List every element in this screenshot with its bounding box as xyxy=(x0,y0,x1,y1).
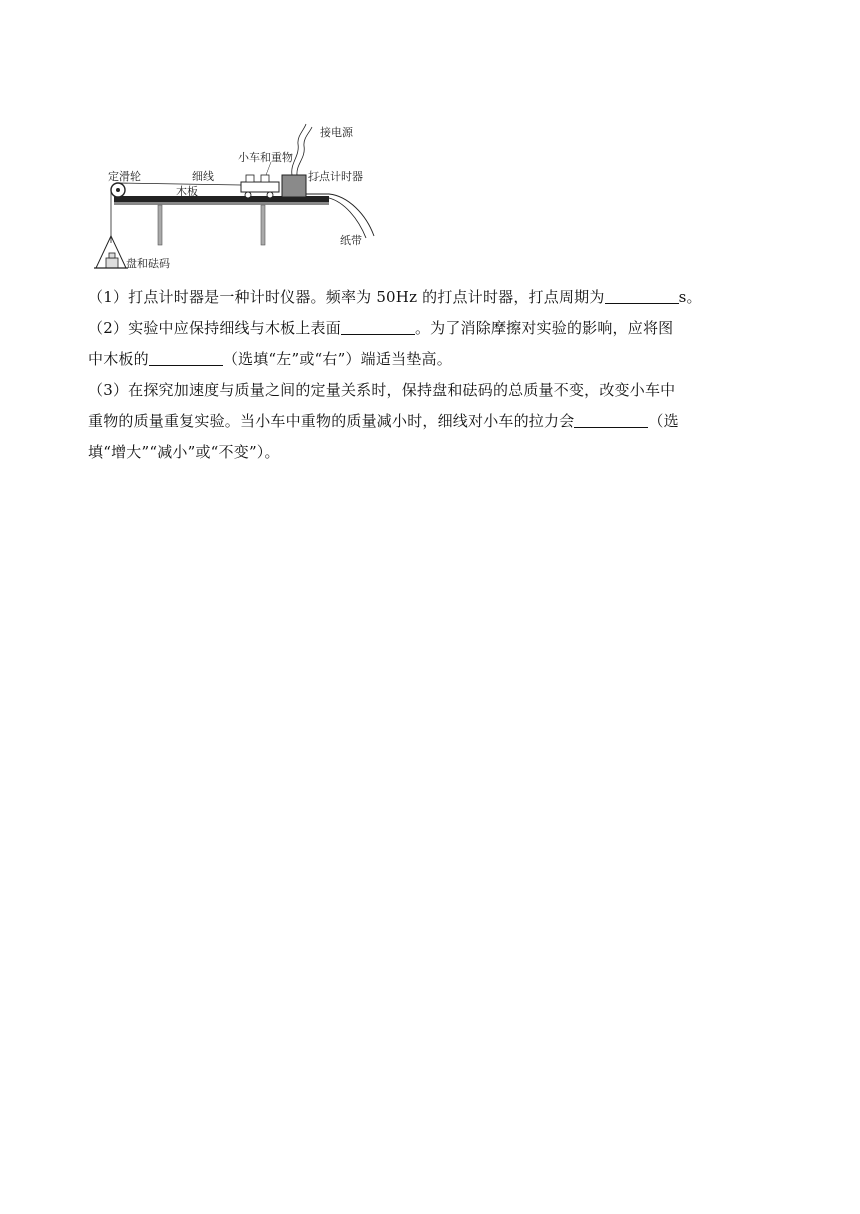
label-power: 接电源 xyxy=(320,126,353,139)
apparatus-illustration xyxy=(86,118,386,278)
question-3-line-2: 重物的质量重复实验。当小车中重物的质量减小时，细线对小车的拉力会 （选 xyxy=(88,406,778,437)
label-weights: 盘和砝码 xyxy=(126,257,170,270)
question-3-line-3: 填“增大”“减小”或“不变”）。 xyxy=(88,443,280,461)
label-thread: 细线 xyxy=(192,170,214,183)
board-leg-right xyxy=(261,205,265,245)
board-leg-left xyxy=(158,205,162,245)
question-1: （1）打点计时器是一种计时仪器。频率为 50Hz 的打点计时器，打点周期为 s。 xyxy=(88,282,778,313)
question-3-line-1: （3）在探究加速度与质量之间的定量关系时，保持盘和砝码的总质量不变，改变小车中 xyxy=(88,381,676,399)
label-timer: 打点计时器 xyxy=(308,170,363,183)
label-pulley: 定滑轮 xyxy=(108,170,141,183)
question-block xyxy=(88,282,778,468)
answer-blank xyxy=(605,285,679,304)
question-2-line-1: （2）实验中应保持细线与木板上表面 。为了消除摩擦对实验的影响，应将图 xyxy=(88,313,778,344)
label-tape: 纸带 xyxy=(340,234,362,247)
label-board: 木板 xyxy=(176,185,198,198)
question-2-line-2: 中木板的 （选填“左”或“右”）端适当垫高。 xyxy=(88,344,778,375)
experiment-diagram xyxy=(86,118,386,278)
answer-blank xyxy=(574,409,648,428)
label-cart: 小车和重物 xyxy=(238,151,293,164)
answer-blank xyxy=(149,347,223,366)
weights xyxy=(106,258,118,268)
cart xyxy=(241,182,279,192)
dot-timer xyxy=(282,175,306,197)
answer-blank xyxy=(341,316,415,335)
